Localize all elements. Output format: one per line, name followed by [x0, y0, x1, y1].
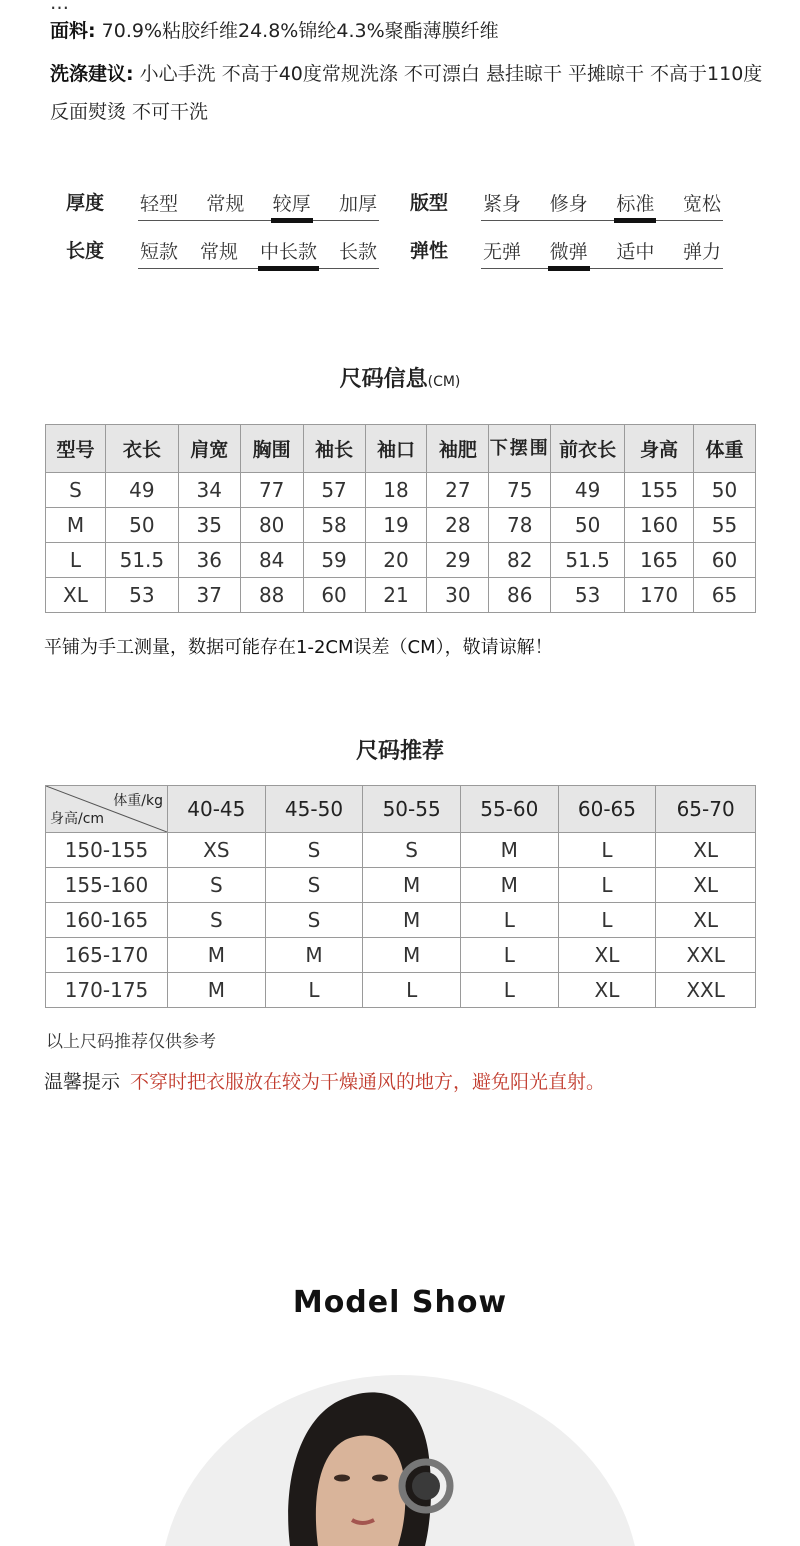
care-label: 洗涤建议:	[50, 63, 134, 85]
size-value-cell: 21	[365, 578, 427, 613]
size-recommend-title: 尺码推荐	[355, 739, 444, 764]
fit-option: 修身	[549, 193, 588, 215]
tip-text: 不穿时把衣服放在较为干燥通风的地方，避免阳光直射。	[130, 1071, 606, 1093]
size-value-cell: 75	[489, 473, 551, 508]
thickness-label: 厚度	[66, 192, 105, 214]
recommended-size-cell: M	[168, 938, 266, 973]
size-row	[46, 508, 756, 543]
recommended-size-cell: S	[168, 868, 266, 903]
recommended-size-cell: L	[363, 973, 461, 1008]
size-code-cell: L	[46, 543, 106, 578]
fit-option: 宽松	[682, 193, 721, 215]
recommended-size-cell: XS	[168, 833, 266, 868]
size-value-cell: 60	[694, 543, 756, 578]
size-row	[46, 543, 756, 578]
size-value-cell: 84	[240, 543, 303, 578]
recommended-size-cell: XL	[558, 973, 656, 1008]
care-text: 小心手洗 不高于40度常规洗涤 不可漂白 悬挂晾干 平摊晾干 不高于110度反面熨烫 不可干洗	[50, 63, 763, 123]
size-value-cell: 51.5	[551, 543, 625, 578]
height-range-cell: 155-160	[46, 868, 168, 903]
recommended-size-cell: L	[558, 868, 656, 903]
thickness-option: 常规	[206, 193, 245, 215]
col-header: 袖肥	[427, 425, 489, 473]
size-value-cell: 29	[427, 543, 489, 578]
size-value-cell: 20	[365, 543, 427, 578]
size-info-header-row	[46, 425, 756, 473]
corner-height-label: 身高/cm	[50, 811, 105, 827]
length-label: 长度	[66, 240, 105, 262]
size-code-cell: XL	[46, 578, 106, 613]
size-code-cell: S	[46, 473, 106, 508]
recommended-size-cell: XL	[558, 938, 656, 973]
col-header-hem: 下摆围	[489, 425, 551, 473]
care-tip	[44, 1067, 605, 1094]
recommend-row	[46, 833, 756, 868]
recommended-size-cell: M	[363, 903, 461, 938]
reference-note: 以上尺码推荐仅供参考	[46, 1032, 216, 1052]
size-value-cell: 80	[240, 508, 303, 543]
recommended-size-cell: M	[265, 938, 363, 973]
size-value-cell: 35	[178, 508, 240, 543]
height-range-cell: 170-175	[46, 973, 168, 1008]
size-info-unit: (CM)	[427, 374, 461, 390]
size-value-cell: 65	[694, 578, 756, 613]
model-photo-illustration	[0, 1360, 800, 1546]
corner-weight-label: 体重/kg	[113, 793, 163, 809]
weight-col-header: 40-45	[168, 786, 266, 833]
size-value-cell: 170	[625, 578, 694, 613]
fabric-text: 70.9%粘胶纤维24.8%锦纶4.3%聚酯薄膜纤维	[95, 20, 499, 42]
weight-col-header: 55-60	[460, 786, 558, 833]
recommended-size-cell: XL	[656, 833, 756, 868]
size-row	[46, 473, 756, 508]
size-info-body	[46, 473, 756, 613]
size-value-cell: 28	[427, 508, 489, 543]
size-value-cell: 88	[240, 578, 303, 613]
recommended-size-cell: S	[265, 903, 363, 938]
size-code-cell: M	[46, 508, 106, 543]
size-value-cell: 57	[303, 473, 365, 508]
size-value-cell: 160	[625, 508, 694, 543]
size-value-cell: 155	[625, 473, 694, 508]
elasticity-option: 无弹	[483, 241, 522, 263]
length-option: 短款	[140, 241, 179, 263]
length-option-selected: 中长款	[258, 235, 319, 268]
recommended-size-cell: S	[168, 903, 266, 938]
corner-cell	[46, 786, 168, 833]
size-value-cell: 165	[625, 543, 694, 578]
length-options	[138, 235, 379, 269]
recommended-size-cell: M	[168, 973, 266, 1008]
size-value-cell: 59	[303, 543, 365, 578]
measurement-note: 平铺为手工测量，数据可能存在1-2CM误差（CM），敬请谅解！	[44, 637, 553, 658]
recommended-size-cell: XL	[656, 903, 756, 938]
fit-options	[481, 187, 723, 221]
size-value-cell: 51.5	[105, 543, 178, 578]
recommended-size-cell: M	[460, 833, 558, 868]
size-value-cell: 50	[551, 508, 625, 543]
model-photo	[0, 1360, 800, 1546]
weight-col-header: 50-55	[363, 786, 461, 833]
recommended-size-cell: L	[460, 903, 558, 938]
elasticity-options	[481, 235, 723, 269]
size-value-cell: 58	[303, 508, 365, 543]
size-value-cell: 53	[105, 578, 178, 613]
size-value-cell: 49	[551, 473, 625, 508]
col-header: 型号	[46, 425, 106, 473]
model-show-title: Model Show	[292, 1285, 508, 1320]
size-value-cell: 50	[694, 473, 756, 508]
recommended-size-cell: XXL	[656, 973, 756, 1008]
size-value-cell: 77	[240, 473, 303, 508]
fit-option: 紧身	[483, 193, 522, 215]
fabric-line	[50, 18, 499, 44]
size-value-cell: 50	[105, 508, 178, 543]
size-value-cell: 82	[489, 543, 551, 578]
size-value-cell: 55	[694, 508, 756, 543]
size-value-cell: 19	[365, 508, 427, 543]
size-value-cell: 78	[489, 508, 551, 543]
recommended-size-cell: L	[460, 973, 558, 1008]
elasticity-option-selected: 微弹	[548, 235, 590, 268]
recommended-size-cell: XXL	[656, 938, 756, 973]
size-value-cell: 86	[489, 578, 551, 613]
recommended-size-cell: S	[265, 868, 363, 903]
col-header: 衣长	[105, 425, 178, 473]
recommend-row	[46, 868, 756, 903]
recommend-header-row	[46, 786, 756, 833]
size-info-title-text: 尺码信息	[339, 367, 428, 392]
recommended-size-cell: L	[558, 903, 656, 938]
fabric-label: 面料:	[50, 20, 96, 42]
recommend-row	[46, 938, 756, 973]
size-value-cell: 60	[303, 578, 365, 613]
thickness-option: 轻型	[140, 193, 179, 215]
col-header: 袖长	[303, 425, 365, 473]
size-value-cell: 49	[105, 473, 178, 508]
elasticity-option: 弹力	[682, 241, 721, 263]
thickness-option-selected: 较厚	[271, 187, 313, 220]
col-header: 身高	[625, 425, 694, 473]
weight-col-header: 60-65	[558, 786, 656, 833]
col-header: 袖口	[365, 425, 427, 473]
size-value-cell: 30	[427, 578, 489, 613]
top-cut-text: …	[50, 0, 69, 14]
fit-label: 版型	[410, 192, 449, 214]
height-range-cell: 150-155	[46, 833, 168, 868]
thickness-options	[138, 187, 379, 221]
recommend-row	[46, 903, 756, 938]
col-header: 肩宽	[178, 425, 240, 473]
recommended-size-cell: M	[460, 868, 558, 903]
col-header: 胸围	[240, 425, 303, 473]
weight-col-header: 65-70	[656, 786, 756, 833]
recommended-size-cell: XL	[656, 868, 756, 903]
recommended-size-cell: L	[558, 833, 656, 868]
size-value-cell: 37	[178, 578, 240, 613]
elasticity-option: 适中	[616, 241, 655, 263]
size-recommend-body	[46, 833, 756, 1008]
recommend-row	[46, 973, 756, 1008]
recommended-size-cell: L	[460, 938, 558, 973]
fit-option-selected: 标准	[614, 187, 656, 220]
size-value-cell: 53	[551, 578, 625, 613]
recommended-size-cell: L	[265, 973, 363, 1008]
recommended-size-cell: M	[363, 938, 461, 973]
size-info-title	[0, 362, 800, 393]
size-value-cell: 27	[427, 473, 489, 508]
col-header: 前衣长	[551, 425, 625, 473]
care-instructions	[50, 55, 765, 131]
elasticity-label: 弹性	[410, 240, 449, 262]
weight-col-header: 45-50	[265, 786, 363, 833]
recommended-size-cell: S	[363, 833, 461, 868]
size-info-table	[45, 424, 756, 613]
recommended-size-cell: S	[265, 833, 363, 868]
size-row	[46, 578, 756, 613]
thickness-option: 加厚	[338, 193, 377, 215]
size-value-cell: 18	[365, 473, 427, 508]
size-recommend-table	[45, 785, 756, 1008]
recommended-size-cell: M	[363, 868, 461, 903]
length-option: 长款	[338, 241, 377, 263]
height-range-cell: 165-170	[46, 938, 168, 973]
tip-label: 温馨提示	[44, 1071, 121, 1093]
length-option: 常规	[199, 241, 238, 263]
col-header: 体重	[694, 425, 756, 473]
size-value-cell: 34	[178, 473, 240, 508]
size-value-cell: 36	[178, 543, 240, 578]
height-range-cell: 160-165	[46, 903, 168, 938]
